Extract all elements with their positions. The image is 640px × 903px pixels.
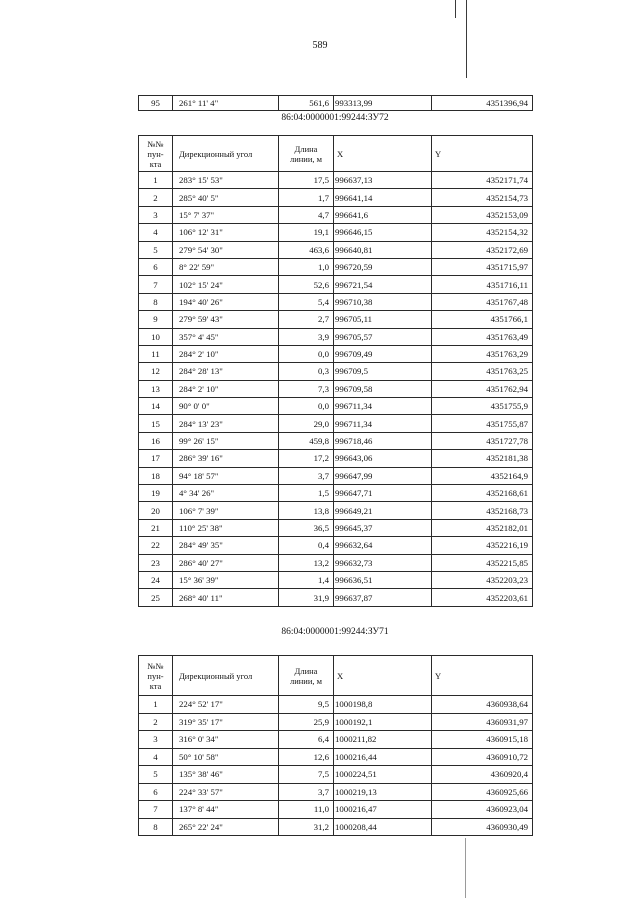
cell-angle: 357° 4' 45" [173,328,279,345]
cell-point-number: 16 [139,432,173,449]
cell-x: 996646,15 [334,224,432,241]
cell-point-number: 8 [139,818,173,836]
cell-length: 19,1 [279,224,334,241]
cell-angle: 261° 11' 4" [173,96,279,111]
cell-x: 1000216,47 [334,801,432,819]
cell-x: 1000211,82 [334,731,432,749]
cell-x: 996709,5 [334,363,432,380]
cell-length: 7,3 [279,380,334,397]
cell-angle: 90° 0' 0" [173,398,279,415]
cell-angle: 224° 52' 17" [173,696,279,714]
cell-point-number: 12 [139,363,173,380]
cell-length: 6,4 [279,731,334,749]
cell-length: 17,2 [279,450,334,467]
cell-y: 4352168,61 [432,485,533,502]
scan-edge-line [465,838,466,898]
scan-edge-line [455,0,456,18]
cell-point-number: 7 [139,801,173,819]
cell-x: 996641,6 [334,206,432,223]
cell-y: 4352216,19 [432,537,533,554]
cell-length: 7,5 [279,766,334,784]
table-row [139,818,533,836]
cell-point-number: 4 [139,748,173,766]
header-y: Y [432,136,533,172]
cell-length: 9,5 [279,696,334,714]
cell-point-number: 21 [139,519,173,536]
table-header-row [139,136,533,172]
cell-point-number: 24 [139,571,173,588]
cell-x: 996649,21 [334,502,432,519]
cell-angle: 4° 34' 26" [173,485,279,502]
table-row [139,363,533,380]
cell-length: 1,0 [279,258,334,275]
cell-point-number: 9 [139,311,173,328]
cell-length: 13,8 [279,502,334,519]
cell-length: 36,5 [279,519,334,536]
cell-angle: 110° 25' 38" [173,519,279,536]
cell-x: 996705,11 [334,311,432,328]
cell-y: 4351716,11 [432,276,533,293]
header-x: X [334,656,432,696]
cell-point-number: 23 [139,554,173,571]
table-row [139,398,533,415]
cell-y: 4360930,49 [432,818,533,836]
cell-y: 4352181,38 [432,450,533,467]
cell-y: 4360915,18 [432,731,533,749]
cell-angle: 285° 40' 5" [173,189,279,206]
header-point-number: №№ пун-кта [139,656,173,696]
table-row [139,537,533,554]
cell-x: 993313,99 [334,96,432,111]
cell-length: 13,2 [279,554,334,571]
cell-length: 1,5 [279,485,334,502]
cell-point-number: 10 [139,328,173,345]
cell-angle: 284° 2' 10" [173,345,279,362]
cell-x: 996647,99 [334,467,432,484]
table-row [139,801,533,819]
header-angle: Дирекционный угол [173,136,279,172]
cell-length: 4,7 [279,206,334,223]
cell-x: 996645,37 [334,519,432,536]
cell-x: 996647,71 [334,485,432,502]
cell-length: 3,7 [279,467,334,484]
cell-y: 4352203,23 [432,571,533,588]
cell-point-number: 1 [139,696,173,714]
cell-length: 0,4 [279,537,334,554]
cell-y: 4352215,85 [432,554,533,571]
cell-angle: 283° 15' 53" [173,172,279,189]
cell-angle: 279° 54' 30" [173,241,279,258]
cell-y: 4351763,29 [432,345,533,362]
cell-angle: 8° 22' 59" [173,258,279,275]
table-row [139,345,533,362]
cell-x: 996632,73 [334,554,432,571]
cell-y: 4351762,94 [432,380,533,397]
header-length: Длина линии, м [279,136,334,172]
cell-length: 561,6 [279,96,334,111]
cell-length: 0,0 [279,398,334,415]
cell-angle: 284° 2' 10" [173,380,279,397]
cell-length: 3,9 [279,328,334,345]
cell-point-number: 18 [139,467,173,484]
table-row [139,450,533,467]
cell-y: 4352171,74 [432,172,533,189]
cell-x: 1000198,8 [334,696,432,714]
cell-x: 996641,14 [334,189,432,206]
cell-length: 29,0 [279,415,334,432]
cell-length: 12,6 [279,748,334,766]
table-row [139,415,533,432]
section-title-zu71: 86:04:0000001:99244:ЗУ71 [281,627,389,637]
cell-point-number: 17 [139,450,173,467]
cell-angle: 15° 7' 37" [173,206,279,223]
table-row [139,328,533,345]
cell-point-number: 3 [139,206,173,223]
cell-angle: 319° 35' 17" [173,713,279,731]
cell-x: 1000219,13 [334,783,432,801]
table-row [139,311,533,328]
cell-x: 996720,59 [334,258,432,275]
carry-over-table [138,95,533,111]
cell-y: 4352172,69 [432,241,533,258]
table-row [139,783,533,801]
cell-x: 1000224,51 [334,766,432,784]
cell-point-number: 6 [139,258,173,275]
cell-angle: 50° 10' 58" [173,748,279,766]
cell-angle: 99° 26' 15" [173,432,279,449]
cell-angle: 286° 39' 16" [173,450,279,467]
cell-x: 996637,87 [334,589,432,606]
header-point-number: №№ пун-кта [139,136,173,172]
table-row [139,224,533,241]
cell-angle: 279° 59' 43" [173,311,279,328]
cell-y: 4352164,9 [432,467,533,484]
table-row [139,467,533,484]
cell-y: 4351766,1 [432,311,533,328]
cell-length: 17,5 [279,172,334,189]
cell-point-number: 11 [139,345,173,362]
cell-length: 3,7 [279,783,334,801]
cell-point-number: 14 [139,398,173,415]
table-row [139,485,533,502]
cell-angle: 284° 49' 35" [173,537,279,554]
header-length: Длина линии, м [279,656,334,696]
coordinates-table-zu72 [138,135,533,607]
cell-y: 4352182,01 [432,519,533,536]
cell-length: 31,9 [279,589,334,606]
header-y: Y [432,656,533,696]
cell-angle: 268° 40' 11" [173,589,279,606]
cell-point-number: 7 [139,276,173,293]
table-row [139,731,533,749]
cell-angle: 102° 15' 24" [173,276,279,293]
table-row [139,172,533,189]
cell-y: 4352154,73 [432,189,533,206]
table-header-row [139,656,533,696]
cell-point-number: 20 [139,502,173,519]
cell-length: 0,0 [279,345,334,362]
cell-angle: 94° 18' 57" [173,467,279,484]
cell-x: 996710,38 [334,293,432,310]
cell-y: 4352168,73 [432,502,533,519]
table-row [139,554,533,571]
cell-y: 4352203,61 [432,589,533,606]
cell-point-number: 5 [139,241,173,258]
cell-x: 996636,51 [334,571,432,588]
cell-y: 4351755,87 [432,415,533,432]
cell-angle: 137° 8' 44" [173,801,279,819]
cell-x: 1000192,1 [334,713,432,731]
cell-length: 459,8 [279,432,334,449]
cell-length: 463,6 [279,241,334,258]
table-row [139,189,533,206]
cell-x: 996721,54 [334,276,432,293]
cell-y: 4352153,09 [432,206,533,223]
cell-y: 4360920,4 [432,766,533,784]
cell-length: 0,3 [279,363,334,380]
table-row [139,206,533,223]
cell-y: 4360910,72 [432,748,533,766]
cell-y: 4351763,25 [432,363,533,380]
cell-x: 996632,64 [334,537,432,554]
cell-x: 996643,06 [334,450,432,467]
table-row [139,241,533,258]
table-row [139,519,533,536]
cell-angle: 284° 13' 23" [173,415,279,432]
cell-point-number: 2 [139,713,173,731]
cell-y: 4351763,49 [432,328,533,345]
cell-length: 52,6 [279,276,334,293]
cell-point-number: 19 [139,485,173,502]
cell-y: 4351715,97 [432,258,533,275]
cell-length: 1,4 [279,571,334,588]
cell-point-number: 1 [139,172,173,189]
cell-angle: 316° 0' 34" [173,731,279,749]
table-row [139,96,533,111]
cell-point-number: 3 [139,731,173,749]
cell-length: 31,2 [279,818,334,836]
cell-x: 996709,49 [334,345,432,362]
cell-angle: 286° 40' 27" [173,554,279,571]
cell-point-number: 95 [139,96,173,111]
table-row [139,380,533,397]
page-number: 589 [312,40,328,51]
cell-y: 4360925,66 [432,783,533,801]
cell-x: 996640,81 [334,241,432,258]
cell-x: 996711,34 [334,398,432,415]
cell-x: 996637,13 [334,172,432,189]
cell-x: 996718,46 [334,432,432,449]
table-row [139,502,533,519]
table-row [139,293,533,310]
cell-length: 5,4 [279,293,334,310]
cell-x: 996709,58 [334,380,432,397]
cell-length: 11,0 [279,801,334,819]
cell-point-number: 25 [139,589,173,606]
section-title-zu72: 86:04:0000001:99244:ЗУ72 [281,113,389,123]
cell-angle: 194° 40' 26" [173,293,279,310]
cell-point-number: 6 [139,783,173,801]
cell-y: 4351396,94 [432,96,533,111]
header-angle: Дирекционный угол [173,656,279,696]
cell-y: 4351727,78 [432,432,533,449]
cell-point-number: 2 [139,189,173,206]
cell-y: 4360923,04 [432,801,533,819]
cell-x: 1000216,44 [334,748,432,766]
cell-y: 4360931,97 [432,713,533,731]
cell-point-number: 13 [139,380,173,397]
cell-angle: 106° 12' 31" [173,224,279,241]
cell-y: 4351755,9 [432,398,533,415]
table-row [139,766,533,784]
cell-point-number: 22 [139,537,173,554]
table-row [139,276,533,293]
cell-x: 996711,34 [334,415,432,432]
coordinates-table-zu71 [138,655,533,836]
cell-angle: 135° 38' 46" [173,766,279,784]
cell-angle: 224° 33' 57" [173,783,279,801]
cell-angle: 106° 7' 39" [173,502,279,519]
cell-y: 4351767,48 [432,293,533,310]
cell-x: 996705,57 [334,328,432,345]
cell-length: 1,7 [279,189,334,206]
table-row [139,571,533,588]
cell-angle: 265° 22' 24" [173,818,279,836]
cell-x: 1000208,44 [334,818,432,836]
cell-point-number: 4 [139,224,173,241]
cell-length: 2,7 [279,311,334,328]
cell-angle: 15° 36' 39" [173,571,279,588]
cell-y: 4360938,64 [432,696,533,714]
scan-edge-line [466,0,467,78]
cell-point-number: 15 [139,415,173,432]
table-row [139,258,533,275]
header-x: X [334,136,432,172]
cell-length: 25,9 [279,713,334,731]
cell-point-number: 5 [139,766,173,784]
cell-y: 4352154,32 [432,224,533,241]
cell-point-number: 8 [139,293,173,310]
table-row [139,748,533,766]
table-row [139,432,533,449]
table-row [139,589,533,606]
cell-angle: 284° 28' 13" [173,363,279,380]
table-row [139,713,533,731]
table-row [139,696,533,714]
